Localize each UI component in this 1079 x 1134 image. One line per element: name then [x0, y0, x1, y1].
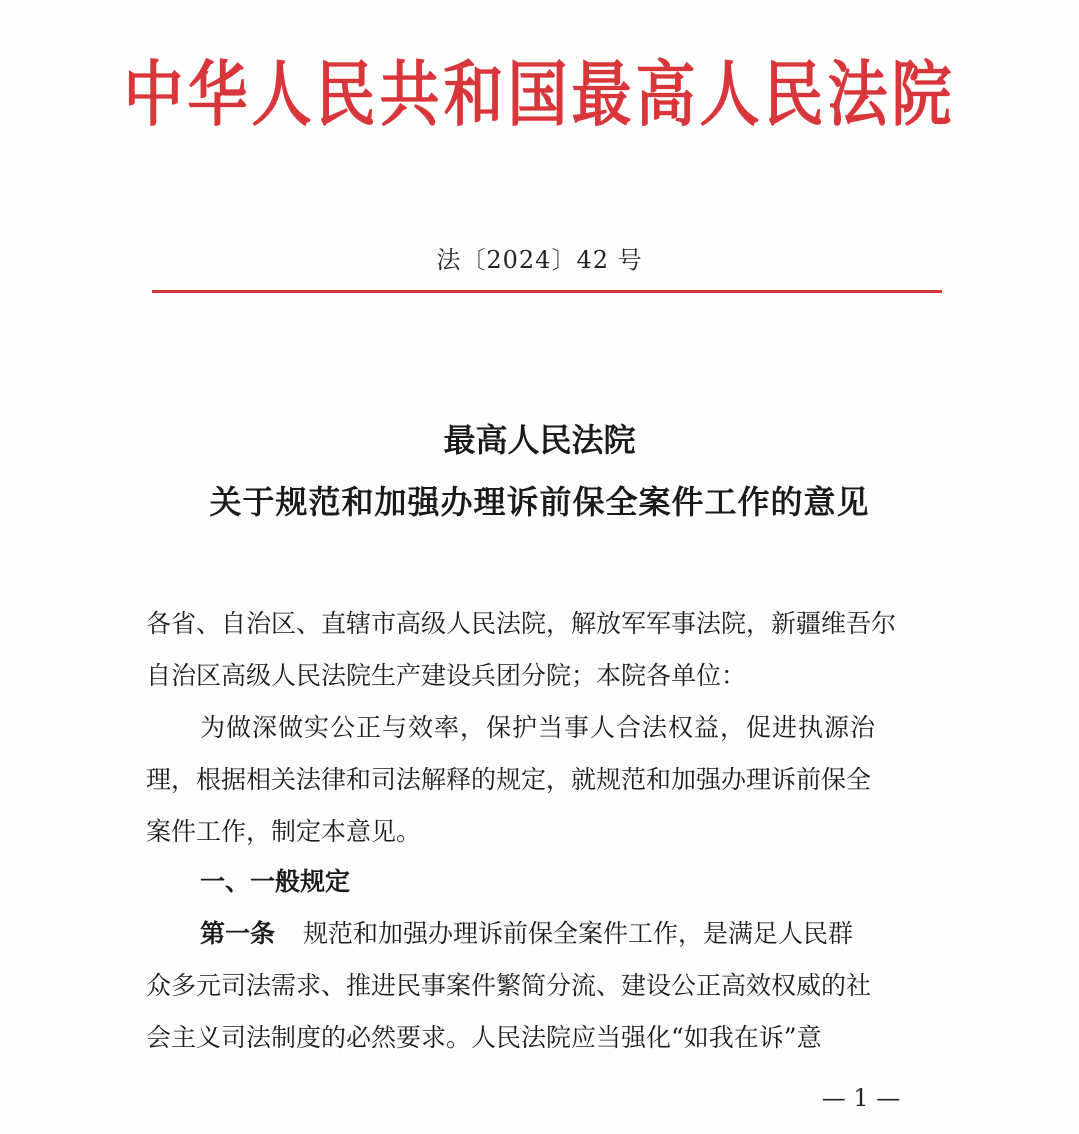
document-title-line-2: 关于规范和加强办理诉前保全案件工作的意见 — [209, 483, 870, 521]
intro-line-1: 为做深做实公正与效率，保护当事人合法权益，促进执源治 — [200, 713, 877, 742]
document-title-line-1: 最高人民法院 — [443, 421, 636, 459]
page-number: — 1 — — [821, 1084, 901, 1112]
article-1-line-1 — [200, 914, 853, 954]
article-1-line-3: 会主义司法制度的必然要求。人民法院应当强化“如我在诉”意 — [146, 1023, 822, 1052]
document-number: 法〔2024〕42 号 — [436, 246, 643, 274]
article-1-line-2: 众多元司法需求、推进民事案件繁简分流、建设公正高效权威的社 — [146, 971, 872, 1000]
article-1-label: 第一条 — [200, 919, 276, 948]
section-1-heading: 一、一般规定 — [200, 867, 351, 896]
addressee-line-2: 自治区高级人民法院生产建设兵团分院；本院各单位： — [146, 661, 747, 690]
intro-line-3: 案件工作，制定本意见。 — [146, 817, 422, 846]
red-divider-line — [152, 290, 942, 293]
issuer-header: 中华人民共和国最高人民法院 — [123, 53, 956, 137]
article-1-line-1-text: 规范和加强办理诉前保全案件工作，是满足人民群 — [303, 919, 854, 948]
addressee-line-1: 各省、自治区、直辖市高级人民法院，解放军军事法院，新疆维吾尔 — [146, 609, 897, 638]
intro-line-2: 理，根据相关法律和司法解释的规定，就规范和加强办理诉前保全 — [146, 765, 872, 794]
